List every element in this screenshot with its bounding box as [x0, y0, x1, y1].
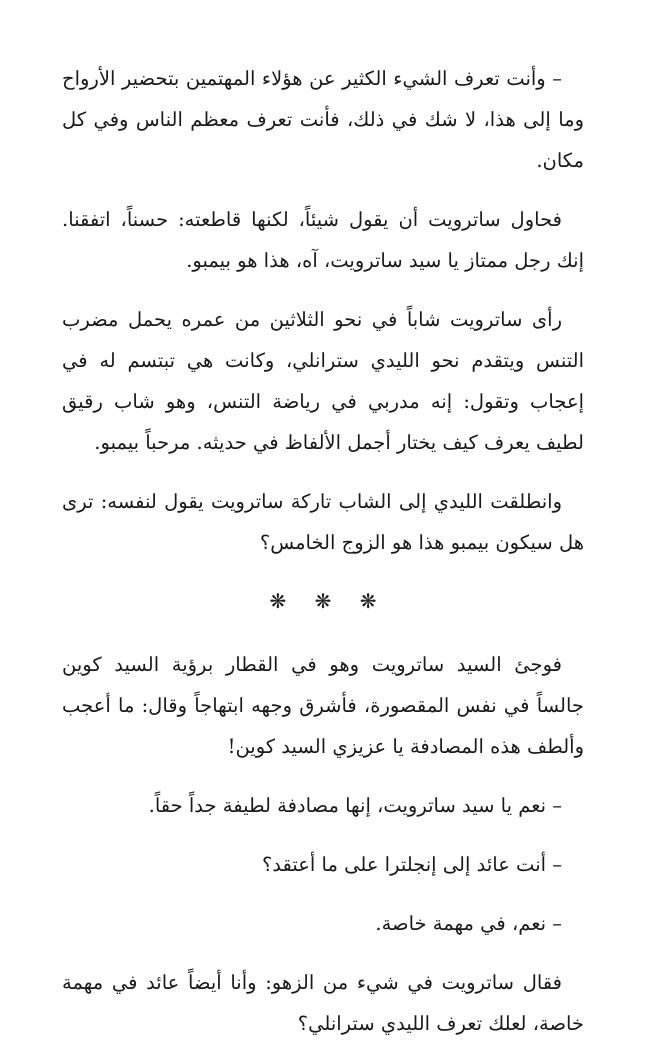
section-divider	[62, 581, 584, 622]
narrative-paragraph-1: فحاول ساترويت أن يقول شيئاً، لكنها قاطعته: حسناً، اتفقنا. إنك رجل ممتاز يا سيد ساترويت، آه، هذا هو بيمبو.	[62, 208, 584, 272]
dialogue-paragraph-4: – نعم، في مهمة خاصة.	[375, 912, 562, 935]
narrative-paragraph-3: وانطلقت الليدي إلى الشاب تاركة ساترويت يقول لنفسه: ترى هل سيكون بيمبو هذا هو الزوج الخامس؟	[62, 490, 584, 554]
divider-ornament-icon: ❋	[269, 589, 287, 613]
divider-ornament-icon: ❋	[314, 589, 332, 613]
divider-ornament-icon: ❋	[359, 589, 377, 613]
dialogue-paragraph-3: – أنت عائد إلى إنجلترا على ما أعتقد؟	[261, 853, 562, 876]
dialogue-paragraph-2: – نعم يا سيد ساترويت، إنها مصادفة لطيفة جداً حقاً.	[148, 794, 562, 817]
narrative-paragraph-2: رأى ساترويت شاباً في نحو الثلاثين من عمره يحمل مضرب التنس ويتقدم نحو الليدي سترانلي، وكانت هي تبتسم له في إعجاب وتقول: إنه مدربي في رياضة التنس، وهو شاب رقيق لطيف يعرف كيف يختار أجمل الألفاظ في حديثه. مرحباً بيمبو.	[62, 308, 584, 454]
dialogue-paragraph-1: – وأنت تعرف الشيء الكثير عن هؤلاء المهتمين بتحضير الأرواح وما إلى هذا، لا شك في ذلك، فأنت تعرف معظم الناس وفي كل مكان.	[62, 67, 584, 172]
narrative-paragraph-4: فوجئ السيد ساترويت وهو في القطار برؤية السيد كوين جالساً في نفس المقصورة، فأشرق وجهه ابتهاجاً وقال: ما أعجب وألطف هذه المصادفة يا عزيزي السيد كوين!	[62, 653, 584, 758]
book-page	[62, 58, 584, 1062]
narrative-paragraph-5: فقال ساترويت في شيء من الزهو: وأنا أيضاً عائد في مهمة خاصة، لعلك تعرف الليدي سترانلي؟	[62, 971, 584, 1035]
